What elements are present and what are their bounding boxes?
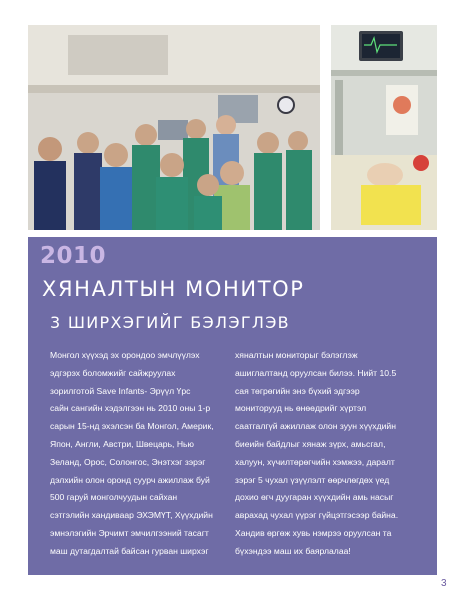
body-line: дохио өгч дуугаран хүүхдийн амь насыг (235, 492, 394, 503)
body-line: биеийн байдлыг хянаж зүрх, амьсгал, (235, 438, 386, 449)
body-line: маш дутагдалтай байсан гурван ширхэг (50, 545, 209, 556)
body-line: дэлхийн олон оронд суурч ажиллаж буй (50, 474, 210, 485)
article-title: ХЯНАЛТЫН МОНИТОР (42, 277, 305, 301)
body-line: мониторууд нь өнөөдрийг хүртэл (235, 403, 367, 414)
ward-monitor-image (331, 25, 437, 230)
photo-ward-monitor (331, 25, 437, 230)
body-line: Монгол хүүхэд эх орондоо эмчлүүлэх (50, 350, 200, 360)
page-number: 3 (441, 578, 447, 589)
body-line: аврахад чухал үүрэг гүйцэтгэсээр байна. (235, 510, 399, 521)
body-line: саатгалгүй ажиллаж олон зуун хүүхдийн (235, 421, 396, 432)
body-line: сайн сангийн хэдэлгээн нь 2010 оны 1-р (50, 403, 211, 414)
article-subtitle: 3 ШИРХЭГИЙГ БЭЛЭГЛЭВ (50, 313, 290, 332)
body-line: бүхэндээ маш их баярлалаа! (235, 545, 351, 556)
article-right-column (235, 347, 431, 561)
article-year: 2010 (40, 243, 107, 269)
body-line: Япон, Англи, Австри, Швецарь, Нью (50, 438, 194, 449)
body-line: сарын 15-нд эхэлсэн ба Монгол, Америк, (50, 421, 214, 432)
body-line: зорилготой Save Infants- Эрүүл Үрс (50, 385, 191, 396)
body-line: зэрэг 5 чухал үзүүлэлт өөрчлөгдөх үед (235, 474, 390, 485)
body-line: Зеланд, Орос, Солонгос, Энэтхэг зэрэг (50, 456, 206, 467)
body-line: эмнэлэгийн Эрчимт эмчилгээний тасагт (50, 527, 209, 538)
photo-staff-group (28, 25, 320, 230)
body-line: 500 гаруй монголчуудын сайхан (50, 492, 178, 503)
body-line: хяналтын мониторыг бэлэглэж (235, 350, 358, 360)
body-line: халуун, хүчилтөрөгчийн хэмжээ, даралт (235, 456, 395, 467)
body-line: Хандив өргөж хувь нэмрээ оруулсан та (235, 527, 392, 538)
body-line: сая төгрөгийн энэ бүхий эдгээр (235, 385, 360, 396)
body-line: сэтгэлийн хандиваар ЭХЭМҮТ, Хүүхдийн (50, 510, 213, 521)
body-line: ашиглалтанд оруулсан билээ. Нийт 10.5 (235, 367, 397, 378)
article-left-column (50, 347, 228, 561)
body-line: эдгэрэх боломжийг сайжруулах (50, 367, 176, 378)
article-panel (28, 237, 437, 575)
staff-group-image (28, 25, 320, 230)
